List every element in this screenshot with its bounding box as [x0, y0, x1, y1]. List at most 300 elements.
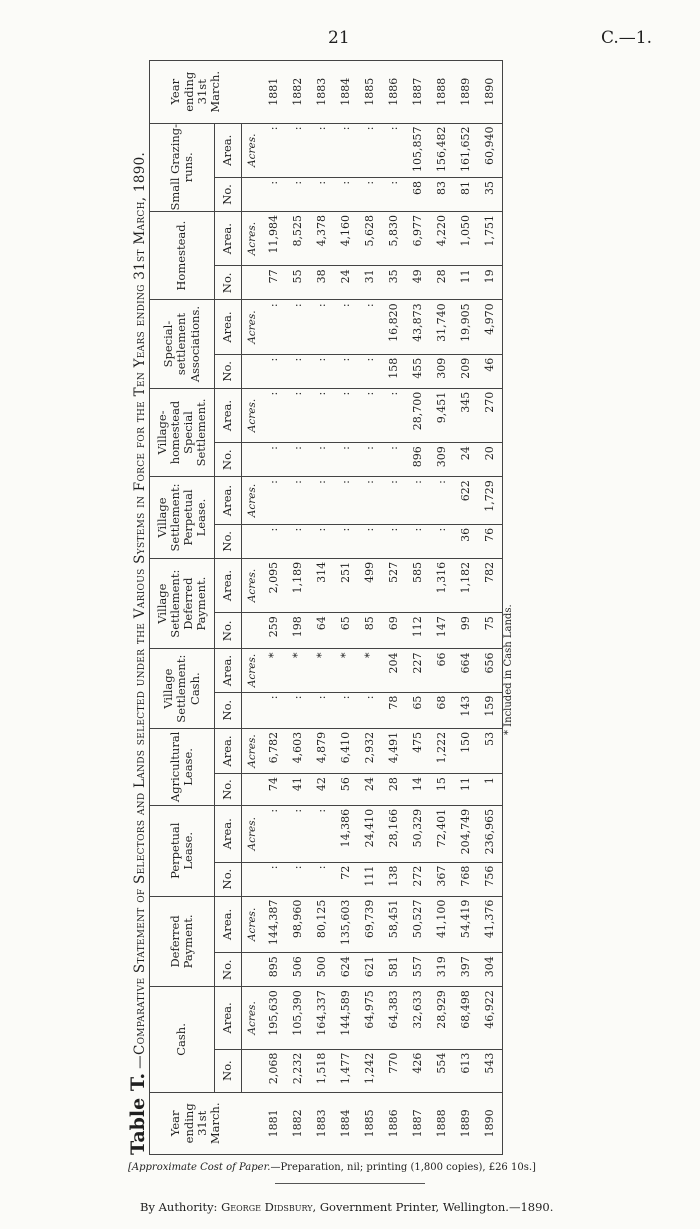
area-cell: 4,879 [310, 728, 334, 773]
area-header: Area. [215, 300, 242, 354]
group-header: Homestead. [150, 211, 215, 299]
count-cell: : [286, 354, 310, 388]
cost-note-text: —Preparation, nil; printing (1,800 copies), £26 10s.] [270, 1162, 536, 1173]
area-cell: 656 [478, 649, 503, 692]
count-cell: 20 [478, 443, 503, 477]
area-cell: 6,410 [334, 728, 358, 773]
count-cell: 28 [382, 774, 406, 806]
count-cell: : [262, 354, 286, 388]
acres-unit: Acres. [242, 805, 263, 862]
area-cell: 9,451 [430, 388, 454, 442]
count-cell: 581 [382, 953, 406, 987]
area-cell: 5,830 [382, 211, 406, 265]
count-cell: 65 [406, 692, 430, 728]
count-cell: : [286, 443, 310, 477]
count-cell: : [286, 524, 310, 558]
table-body [242, 61, 503, 1155]
count-cell: 2,232 [286, 1049, 310, 1092]
count-cell: 68 [430, 692, 454, 728]
area-cell: : [262, 123, 286, 177]
no-header: No. [215, 177, 242, 211]
area-cell: 161,652 [454, 123, 478, 177]
count-cell: 49 [406, 266, 430, 300]
table-label: Table T. [127, 1072, 149, 1155]
area-cell: * [286, 649, 310, 692]
group-header: Deferred Payment. [150, 896, 215, 987]
count-cell: 69 [382, 613, 406, 649]
area-cell: 499 [358, 558, 382, 612]
count-cell: 24 [334, 266, 358, 300]
count-cell: 554 [430, 1049, 454, 1092]
count-cell: 272 [406, 862, 430, 896]
count-cell: 756 [478, 862, 503, 896]
count-cell: : [430, 524, 454, 558]
area-cell: 144,589 [334, 987, 358, 1049]
area-cell: 227 [406, 649, 430, 692]
area-cell: : [382, 123, 406, 177]
cost-note-label: [Approximate Cost of Paper. [128, 1162, 271, 1173]
area-cell: : [310, 477, 334, 525]
area-cell: : [430, 477, 454, 525]
count-cell: : [382, 524, 406, 558]
area-cell: 156,482 [430, 123, 454, 177]
count-cell: 83 [430, 177, 454, 211]
no-header: No. [215, 443, 242, 477]
count-cell: 506 [286, 953, 310, 987]
printer-name: George Didsbury [221, 1200, 313, 1214]
area-cell: : [286, 805, 310, 862]
count-cell: 41 [286, 774, 310, 806]
table-row [430, 61, 454, 1155]
year-cell-right: 1890 [478, 61, 503, 124]
area-cell: 28,929 [430, 987, 454, 1049]
year-header-right: Year ending 31st March. [150, 61, 242, 124]
year-cell: 1890 [478, 1092, 503, 1154]
year-cell-right: 1887 [406, 61, 430, 124]
no-header: No. [215, 266, 242, 300]
area-cell: : [334, 300, 358, 354]
area-cell: 69,739 [358, 896, 382, 953]
year-cell: 1885 [358, 1092, 382, 1154]
table-row [406, 61, 430, 1155]
area-cell: 251 [334, 558, 358, 612]
count-cell: 77 [262, 266, 286, 300]
count-cell: 85 [358, 613, 382, 649]
rotated-table-region [125, 60, 530, 1155]
count-cell: 36 [454, 524, 478, 558]
area-cell: 150 [454, 728, 478, 773]
area-cell: 1,182 [454, 558, 478, 612]
group-header: Village Settlement: Deferred Payment. [150, 558, 215, 649]
page-number: 21 [328, 28, 350, 48]
area-cell: 135,603 [334, 896, 358, 953]
comparative-statement-table [149, 60, 503, 1155]
count-cell: 147 [430, 613, 454, 649]
area-cell: 1,189 [286, 558, 310, 612]
table-row [286, 61, 310, 1155]
area-cell: 28,166 [382, 805, 406, 862]
area-cell: 270 [478, 388, 503, 442]
area-cell: : [286, 123, 310, 177]
count-cell: : [262, 177, 286, 211]
acres-unit: Acres. [242, 728, 263, 773]
area-cell: : [310, 388, 334, 442]
area-cell: : [406, 477, 430, 525]
count-cell: : [334, 692, 358, 728]
area-cell: : [382, 477, 406, 525]
count-cell: : [286, 862, 310, 896]
no-header: No. [215, 862, 242, 896]
table-row [334, 61, 358, 1155]
area-cell: 53 [478, 728, 503, 773]
no-header: No. [215, 354, 242, 388]
area-cell: 72,401 [430, 805, 454, 862]
area-cell: : [382, 388, 406, 442]
area-cell: : [334, 477, 358, 525]
area-cell: * [358, 649, 382, 692]
count-cell: 74 [262, 774, 286, 806]
count-cell: 621 [358, 953, 382, 987]
year-cell: 1887 [406, 1092, 430, 1154]
area-cell: 4,491 [382, 728, 406, 773]
count-cell: 259 [262, 613, 286, 649]
area-cell: 664 [454, 649, 478, 692]
count-cell: 1,518 [310, 1049, 334, 1092]
area-cell: : [286, 477, 310, 525]
authority-suffix: , Government Printer, Wellington.—1890. [312, 1200, 554, 1214]
count-cell: : [286, 692, 310, 728]
area-cell: : [262, 300, 286, 354]
area-cell: 54,419 [454, 896, 478, 953]
count-cell: : [406, 524, 430, 558]
count-cell: : [334, 177, 358, 211]
area-cell: 11,984 [262, 211, 286, 265]
area-cell: : [358, 477, 382, 525]
area-cell: 43,873 [406, 300, 430, 354]
year-cell: 1886 [382, 1092, 406, 1154]
table-title [127, 60, 149, 1155]
no-header: No. [215, 1049, 242, 1092]
area-cell: * [310, 649, 334, 692]
area-header: Area. [215, 728, 242, 773]
group-header: Agricultural Lease. [150, 728, 215, 805]
area-cell: 4,970 [478, 300, 503, 354]
year-cell-right: 1882 [286, 61, 310, 124]
area-cell: 68,498 [454, 987, 478, 1049]
area-cell: 1,050 [454, 211, 478, 265]
area-header: Area. [215, 211, 242, 265]
acres-unit: Acres. [242, 987, 263, 1049]
area-cell: 32,633 [406, 987, 430, 1049]
area-header: Area. [215, 805, 242, 862]
count-cell: 65 [334, 613, 358, 649]
count-cell: 19 [478, 266, 503, 300]
count-cell: 768 [454, 862, 478, 896]
count-cell: 68 [406, 177, 430, 211]
count-cell: : [310, 524, 334, 558]
count-cell: : [334, 524, 358, 558]
area-cell: 14,386 [334, 805, 358, 862]
printer-authority [140, 1200, 553, 1214]
group-header: Village Settlement: Perpetual Lease. [150, 477, 215, 559]
year-cell: 1883 [310, 1092, 334, 1154]
area-cell: 58,451 [382, 896, 406, 953]
count-cell: 15 [430, 774, 454, 806]
count-cell: : [358, 177, 382, 211]
area-cell: : [310, 300, 334, 354]
count-cell: 138 [382, 862, 406, 896]
acres-unit: Acres. [242, 123, 263, 177]
group-header: Cash. [150, 987, 215, 1092]
area-cell: 105,390 [286, 987, 310, 1049]
area-cell: 585 [406, 558, 430, 612]
table-row [310, 61, 334, 1155]
year-cell-right: 1885 [358, 61, 382, 124]
units-row [242, 61, 263, 1155]
area-cell: 19,905 [454, 300, 478, 354]
count-cell: 500 [310, 953, 334, 987]
area-cell: 1,751 [478, 211, 503, 265]
count-cell: 72 [334, 862, 358, 896]
year-cell-right: 1888 [430, 61, 454, 124]
count-cell: 158 [382, 354, 406, 388]
area-cell: 1,222 [430, 728, 454, 773]
area-cell: 195,630 [262, 987, 286, 1049]
year-cell-right: 1883 [310, 61, 334, 124]
area-cell: 105,857 [406, 123, 430, 177]
area-cell: 204,749 [454, 805, 478, 862]
area-header: Area. [215, 477, 242, 525]
year-cell: 1888 [430, 1092, 454, 1154]
area-cell: 2,095 [262, 558, 286, 612]
acres-unit: Acres. [242, 300, 263, 354]
count-cell: 319 [430, 953, 454, 987]
area-cell: 314 [310, 558, 334, 612]
count-cell: 896 [406, 443, 430, 477]
area-cell: * [262, 649, 286, 692]
area-cell: 782 [478, 558, 503, 612]
table-row [358, 61, 382, 1155]
area-cell: 46,922 [478, 987, 503, 1049]
area-cell: : [262, 805, 286, 862]
area-header: Area. [215, 987, 242, 1049]
area-cell: 204 [382, 649, 406, 692]
count-cell: : [310, 862, 334, 896]
count-cell: 397 [454, 953, 478, 987]
count-cell: 624 [334, 953, 358, 987]
count-cell: 11 [454, 774, 478, 806]
area-cell: : [358, 123, 382, 177]
acres-unit: Acres. [242, 896, 263, 953]
acres-unit: Acres. [242, 388, 263, 442]
count-cell: : [310, 443, 334, 477]
count-cell: 28 [430, 266, 454, 300]
count-cell: : [334, 443, 358, 477]
area-cell: 24,410 [358, 805, 382, 862]
count-cell: 64 [310, 613, 334, 649]
area-cell: 527 [382, 558, 406, 612]
divider-rule [275, 1183, 425, 1184]
count-cell: 55 [286, 266, 310, 300]
no-header: No. [215, 524, 242, 558]
count-cell: 35 [382, 266, 406, 300]
count-cell: 613 [454, 1049, 478, 1092]
area-header: Area. [215, 388, 242, 442]
year-cell: 1882 [286, 1092, 310, 1154]
count-cell: 309 [430, 443, 454, 477]
count-cell: 770 [382, 1049, 406, 1092]
count-cell: : [262, 443, 286, 477]
count-cell: 46 [478, 354, 503, 388]
area-cell: : [334, 123, 358, 177]
count-cell: 35 [478, 177, 503, 211]
area-cell: 64,383 [382, 987, 406, 1049]
year-cell-right: 1886 [382, 61, 406, 124]
area-header: Area. [215, 649, 242, 692]
count-cell: 75 [478, 613, 503, 649]
header-row-groups [150, 61, 215, 1155]
area-cell: : [286, 300, 310, 354]
count-cell: 557 [406, 953, 430, 987]
authority-prefix: By Authority: [140, 1200, 218, 1214]
no-header: No. [215, 953, 242, 987]
area-cell: 50,329 [406, 805, 430, 862]
area-cell: : [358, 388, 382, 442]
count-cell: 309 [430, 354, 454, 388]
cost-note [128, 1162, 536, 1173]
acres-unit: Acres. [242, 211, 263, 265]
area-cell: 2,932 [358, 728, 382, 773]
count-cell: : [262, 862, 286, 896]
count-cell: 304 [478, 953, 503, 987]
year-cell: 1889 [454, 1092, 478, 1154]
rotated-content [125, 60, 530, 1155]
group-header: Small Grazing-runs. [150, 123, 215, 211]
count-cell: 76 [478, 524, 503, 558]
count-cell: 209 [454, 354, 478, 388]
area-cell: : [286, 388, 310, 442]
area-cell: 4,160 [334, 211, 358, 265]
area-cell: 60,940 [478, 123, 503, 177]
area-cell: 8,525 [286, 211, 310, 265]
area-cell: 236,965 [478, 805, 503, 862]
area-cell: 6,782 [262, 728, 286, 773]
count-cell: : [334, 354, 358, 388]
area-cell: 4,603 [286, 728, 310, 773]
area-cell: 345 [454, 388, 478, 442]
area-cell: 6,977 [406, 211, 430, 265]
count-cell: : [310, 354, 334, 388]
acres-unit: Acres. [242, 558, 263, 612]
group-header: Special-settlement Associations. [150, 300, 215, 388]
count-cell: : [262, 524, 286, 558]
count-cell: 81 [454, 177, 478, 211]
area-cell: 66 [430, 649, 454, 692]
area-cell: : [358, 300, 382, 354]
group-header: Village-homestead Special Settlement. [150, 388, 215, 476]
table-row [478, 61, 503, 1155]
area-cell: : [310, 805, 334, 862]
count-cell: 56 [334, 774, 358, 806]
document-reference: C.—1. [601, 28, 653, 48]
area-cell: 28,700 [406, 388, 430, 442]
area-cell: 64,975 [358, 987, 382, 1049]
area-header: Area. [215, 558, 242, 612]
count-cell: : [310, 692, 334, 728]
count-cell: 24 [358, 774, 382, 806]
area-cell: 5,628 [358, 211, 382, 265]
area-cell: 50,527 [406, 896, 430, 953]
year-cell: 1881 [262, 1092, 286, 1154]
count-cell: 111 [358, 862, 382, 896]
area-cell: 98,960 [286, 896, 310, 953]
year-header: Year ending 31st March. [150, 1092, 242, 1154]
area-cell: 1,729 [478, 477, 503, 525]
count-cell: 426 [406, 1049, 430, 1092]
table-title-text: —Comparative Statement of Selectors and Lands selected under the Various Systems in Force for the Ten Years ending 31st March, 1890. [132, 151, 148, 1069]
count-cell: : [358, 443, 382, 477]
area-cell: 475 [406, 728, 430, 773]
header-row-sub [215, 61, 242, 1155]
count-cell: : [262, 692, 286, 728]
count-cell: 112 [406, 613, 430, 649]
year-cell: 1884 [334, 1092, 358, 1154]
area-cell: 80,125 [310, 896, 334, 953]
year-cell-right: 1889 [454, 61, 478, 124]
count-cell: : [382, 443, 406, 477]
area-cell: : [262, 388, 286, 442]
count-cell: 2,068 [262, 1049, 286, 1092]
area-cell: : [262, 477, 286, 525]
footnote: * Included in Cash Lands. [503, 604, 514, 735]
count-cell: : [358, 354, 382, 388]
acres-unit: Acres. [242, 477, 263, 525]
area-cell: 144,387 [262, 896, 286, 953]
count-cell: 14 [406, 774, 430, 806]
count-cell: 367 [430, 862, 454, 896]
count-cell: 1 [478, 774, 503, 806]
area-cell: 41,376 [478, 896, 503, 953]
count-cell: 143 [454, 692, 478, 728]
acres-unit: Acres. [242, 649, 263, 692]
count-cell: 895 [262, 953, 286, 987]
no-header: No. [215, 692, 242, 728]
area-cell: 16,820 [382, 300, 406, 354]
count-cell: 543 [478, 1049, 503, 1092]
count-cell: : [310, 177, 334, 211]
count-cell: 1,477 [334, 1049, 358, 1092]
count-cell: 42 [310, 774, 334, 806]
count-cell: : [382, 177, 406, 211]
count-cell: 99 [454, 613, 478, 649]
area-cell: 31,740 [430, 300, 454, 354]
count-cell: 24 [454, 443, 478, 477]
table-row [454, 61, 478, 1155]
count-cell: 31 [358, 266, 382, 300]
area-cell: 4,220 [430, 211, 454, 265]
count-cell: 198 [286, 613, 310, 649]
area-cell: 4,378 [310, 211, 334, 265]
count-cell: : [358, 524, 382, 558]
area-cell: * [334, 649, 358, 692]
group-header: Perpetual Lease. [150, 805, 215, 896]
table-row [262, 61, 286, 1155]
count-cell: 1,242 [358, 1049, 382, 1092]
area-cell: 41,100 [430, 896, 454, 953]
count-cell: 159 [478, 692, 503, 728]
area-header: Area. [215, 896, 242, 953]
area-cell: : [334, 388, 358, 442]
